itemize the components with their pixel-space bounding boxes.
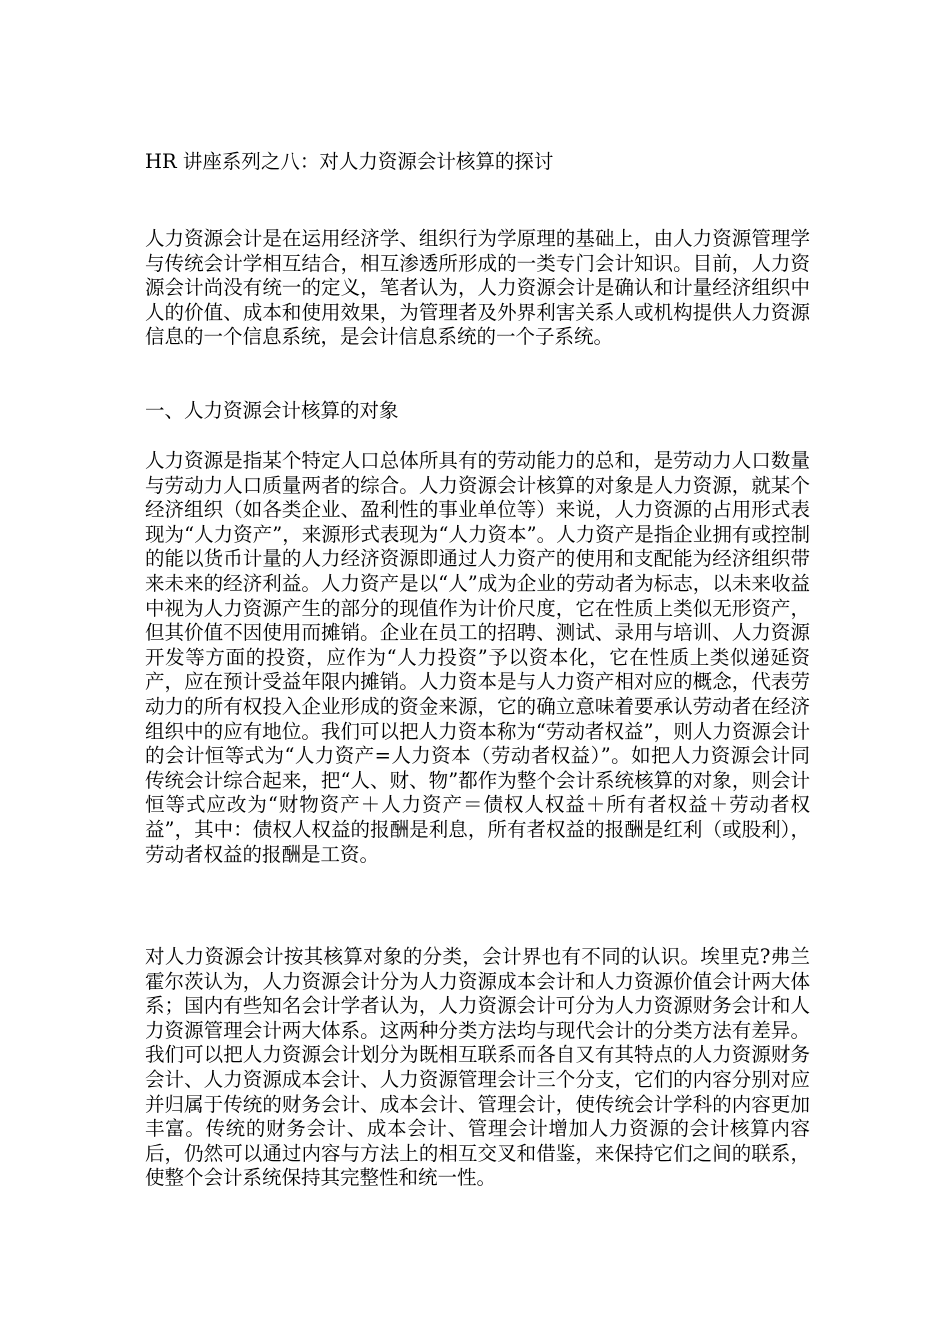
body-paragraph: 对人力资源会计按其核算对象的分类，会计界也有不同的认识。埃里克?弗兰霍尔茨认为，人力资源会计分为人力资源成本会计和人力资源价值会计两大体系；国内有些知名会计学者认为，人力资源会计可分为人力资源财务会计和人力资源管理会计两大体系。这两种分类方法均与现代会计的分类方法有差异。我们可以把人力资源会计划分为既相互联系而各自又有其特点的人力资源财务会计、人力资源成本会计、人力资源管理会计三个分支，它们的内容分别对应并归属于传统的财务会计、成本会计、管理会计，使传统会计学科的内容更加丰富。传统的财务会计、成本会计、管理会计增加人力资源的会计核算内容后，仍然可以通过内容与方法上的相互交叉和借鉴，来保持它们之间的联系，使整个会计系统保持其完整性和统一性。 <box>145 945 810 1190</box>
intro-paragraph: 人力资源会计是在运用经济学、组织行为学原理的基础上，由人力资源管理学与传统会计学相互结合，相互渗透所形成的一类专门会计知识。目前，人力资源会计尚没有统一的定义，笔者认为，人力资源会计是确认和计量经济组织中人的价值、成本和使用效果，为管理者及外界利害关系人或机构提供人力资源信息的一个信息系统，是会计信息系统的一个子系统。 <box>145 227 810 349</box>
document-title: HR 讲座系列之八：对人力资源会计核算的探讨 <box>145 150 554 173</box>
body-paragraph: 人力资源是指某个特定人口总体所具有的劳动能力的总和，是劳动力人口数量与劳动力人口质量两者的综合。人力资源会计核算的对象是人力资源，就某个经济组织（如各类企业、盈利性的事业单位等）来说，人力资源的占用形式表现为“人力资产”，来源形式表现为“人力资本”。人力资产是指企业拥有或控制的能以货币计量的人力经济资源即通过人力资产的使用和支配能为经济组织带来未来的经济利益。人力资产是以“人”成为企业的劳动者为标志，以未来收益中视为人力资源产生的部分的现值作为计价尺度，它在性质上类似无形资产，但其价值不因使用而摊销。企业在员工的招聘、测试、录用与培训、人力资源开发等方面的投资，应作为“人力投资”予以资本化，它在性质上类似递延资产，应在预计受益年限内摊销。人力资本是与人力资产相对应的概念，代表劳动力的所有权投入企业形成的资金来源，它的确立意味着要承认劳动者在经济组织中的应有地位。我们可以把人力资本称为“劳动者权益”，则人力资源会计的会计恒等式为“人力资产=人力资本（劳动者权益）”。如把人力资源会计同传统会计综合起来，把“人、财、物”都作为整个会计系统核算的对象，则会计恒等式应改为“财物资产＋人力资产＝债权人权益＋所有者权益＋劳动者权益”，其中：债权人权益的报酬是利息，所有者权益的报酬是红利（或股利），劳动者权益的报酬是工资。 <box>145 449 810 866</box>
section-heading: 一、人力资源会计核算的对象 <box>145 399 399 422</box>
